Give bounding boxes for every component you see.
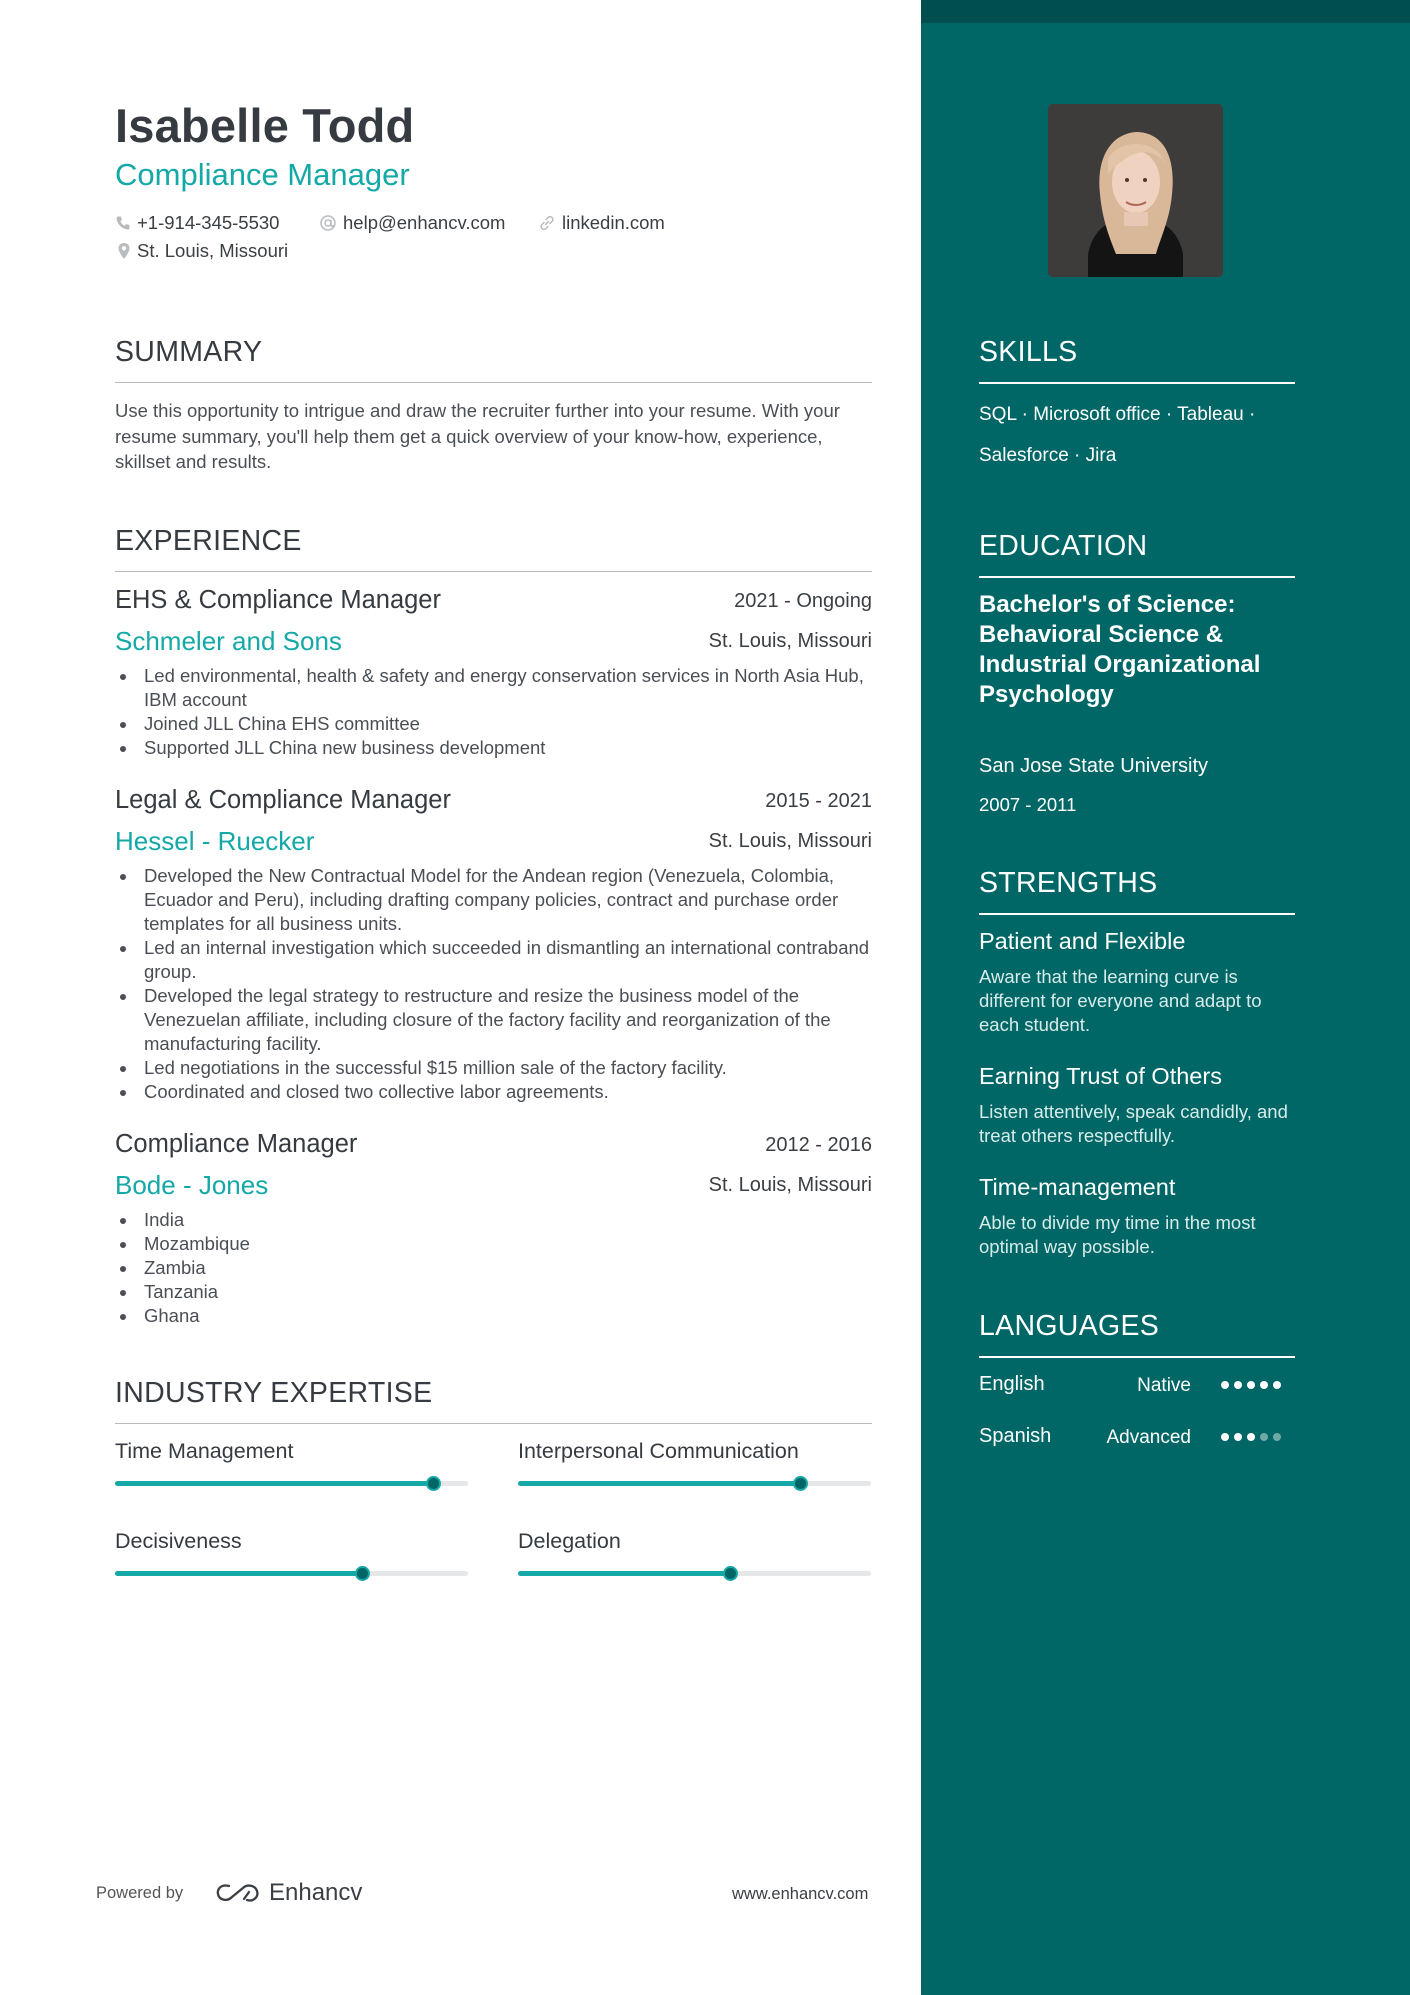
enhancv-brand-text: Enhancv bbox=[269, 1879, 363, 1906]
language-name: Spanish bbox=[979, 1425, 1052, 1447]
expertise-bar-knob bbox=[426, 1476, 441, 1491]
bullet-item: Ghana bbox=[115, 1304, 875, 1328]
job-company: Hessel - Ruecker bbox=[115, 826, 315, 856]
powered-by-label: Powered by bbox=[96, 1884, 184, 1902]
language-dots bbox=[1221, 1381, 1281, 1389]
language-level: Native bbox=[1137, 1375, 1191, 1396]
level-dot-filled bbox=[1247, 1433, 1255, 1441]
expertise-bar-knob bbox=[793, 1476, 808, 1491]
level-dot-filled bbox=[1234, 1381, 1242, 1389]
experience-divider bbox=[115, 571, 872, 572]
sidebar-top-bar bbox=[921, 0, 1410, 23]
level-dot-filled bbox=[1260, 1381, 1268, 1389]
phone-icon bbox=[115, 215, 131, 231]
job-company: Bode - Jones bbox=[115, 1170, 269, 1200]
link-text: linkedin.com bbox=[562, 212, 665, 233]
expertise-bar-fill bbox=[115, 1571, 362, 1576]
expertise-bar bbox=[518, 1571, 871, 1576]
job-role: Compliance Manager bbox=[115, 1130, 358, 1158]
candidate-name: Isabelle Todd bbox=[115, 99, 415, 152]
job-company: Schmeler and Sons bbox=[115, 626, 342, 656]
profile-photo bbox=[1048, 104, 1223, 277]
job-bullets bbox=[115, 864, 875, 1104]
summary-text: Use this opportunity to intrigue and draw the recruiter further into your resume. With your resume summary, you'll help them get a quick overview of your know-how, experience, skillset and results. bbox=[115, 400, 840, 472]
bullet-item: Mozambique bbox=[115, 1232, 875, 1256]
skills-heading: SKILLS bbox=[979, 336, 1078, 368]
candidate-title: Compliance Manager bbox=[115, 157, 410, 192]
education-school: San Jose State University bbox=[979, 755, 1208, 777]
sidebar bbox=[921, 0, 1410, 1995]
bullet-item: Led environmental, health & safety and energy conservation services in North Asia Hub, IBM account bbox=[115, 664, 875, 712]
bullet-item: Led negotiations in the successful $15 million sale of the factory facility. bbox=[115, 1056, 875, 1080]
education-heading: EDUCATION bbox=[979, 530, 1148, 562]
languages-divider bbox=[979, 1356, 1295, 1358]
job-dates: 2012 - 2016 bbox=[765, 1134, 872, 1156]
location-pin-icon bbox=[117, 242, 131, 260]
skills-divider bbox=[979, 382, 1295, 384]
expertise-divider bbox=[115, 1423, 872, 1424]
expertise-bar-fill bbox=[518, 1571, 730, 1576]
expertise-label: Decisiveness bbox=[115, 1529, 242, 1553]
enhancv-logo-icon bbox=[215, 1881, 261, 1905]
expertise-label: Delegation bbox=[518, 1529, 621, 1553]
job-location: St. Louis, Missouri bbox=[708, 1174, 872, 1196]
profile-photo-image bbox=[1048, 104, 1223, 277]
education-dates: 2007 - 2011 bbox=[979, 794, 1077, 815]
expertise-label: Time Management bbox=[115, 1439, 294, 1463]
job-location: St. Louis, Missouri bbox=[708, 630, 872, 652]
job-bullets bbox=[115, 1208, 875, 1328]
education-degree: Bachelor's of Science: Behavioral Science & Industrial Organizational Psychology bbox=[979, 591, 1261, 708]
strengths-divider bbox=[979, 913, 1295, 915]
job-role: EHS & Compliance Manager bbox=[115, 586, 441, 614]
expertise-bar-knob bbox=[723, 1566, 738, 1581]
expertise-label: Interpersonal Communication bbox=[518, 1439, 799, 1463]
phone-contact[interactable] bbox=[115, 212, 279, 234]
job-bullets bbox=[115, 664, 875, 760]
level-dot-filled bbox=[1234, 1433, 1242, 1441]
link-contact[interactable] bbox=[538, 212, 665, 234]
education-divider bbox=[979, 576, 1295, 578]
expertise-bar bbox=[115, 1481, 468, 1486]
experience-heading: EXPERIENCE bbox=[115, 525, 302, 557]
level-dot-filled bbox=[1273, 1381, 1281, 1389]
link-icon bbox=[538, 214, 556, 232]
expertise-bar-knob bbox=[355, 1566, 370, 1581]
strength-title: Time-management bbox=[979, 1174, 1176, 1200]
at-icon bbox=[319, 214, 337, 232]
language-name: English bbox=[979, 1373, 1045, 1395]
location-contact bbox=[117, 240, 288, 262]
bullet-item: Tanzania bbox=[115, 1280, 875, 1304]
bullet-item: Joined JLL China EHS committee bbox=[115, 712, 875, 736]
strength-description: Able to divide my time in the most optimal way possible. bbox=[979, 1212, 1256, 1257]
email-text: help@enhancv.com bbox=[343, 212, 506, 233]
expertise-bar bbox=[115, 1571, 468, 1576]
level-dot-empty bbox=[1273, 1433, 1281, 1441]
summary-heading: SUMMARY bbox=[115, 336, 263, 368]
bullet-item: Led an internal investigation which succeeded in dismantling an international contraband group. bbox=[115, 936, 875, 984]
bullet-item: Supported JLL China new business development bbox=[115, 736, 875, 760]
email-contact[interactable] bbox=[319, 212, 505, 234]
bullet-item: Coordinated and closed two collective labor agreements. bbox=[115, 1080, 875, 1104]
footer-url[interactable]: www.enhancv.com bbox=[732, 1885, 869, 1903]
expertise-bar-fill bbox=[115, 1481, 433, 1486]
strength-title: Patient and Flexible bbox=[979, 928, 1186, 954]
skills-list bbox=[979, 394, 1299, 476]
bullet-item: Zambia bbox=[115, 1256, 875, 1280]
job-dates: 2015 - 2021 bbox=[765, 790, 872, 812]
level-dot-filled bbox=[1221, 1381, 1229, 1389]
level-dot-empty bbox=[1260, 1433, 1268, 1441]
bullet-item: India bbox=[115, 1208, 875, 1232]
languages-heading: LANGUAGES bbox=[979, 1310, 1160, 1342]
enhancv-logo[interactable] bbox=[215, 1879, 362, 1907]
strength-description: Aware that the learning curve is different for everyone and adapt to each student. bbox=[979, 966, 1262, 1035]
strengths-heading: STRENGTHS bbox=[979, 867, 1158, 899]
job-dates: 2021 - Ongoing bbox=[734, 590, 872, 612]
expertise-heading: INDUSTRY EXPERTISE bbox=[115, 1377, 433, 1409]
job-location: St. Louis, Missouri bbox=[708, 830, 872, 852]
bullet-item: Developed the legal strategy to restructure and resize the business model of the Venezuelan affiliate, including closure of the factory facility and reorganization of the manufacturing facility. bbox=[115, 984, 875, 1056]
bullet-item: Developed the New Contractual Model for the Andean region (Venezuela, Colombia, Ecuador and Peru), including drafting company policies, contract and purchase order templates for all business units. bbox=[115, 864, 875, 936]
level-dot-filled bbox=[1221, 1433, 1229, 1441]
skills-line: SQL · Microsoft office · Tableau · bbox=[979, 404, 1256, 425]
strength-description: Listen attentively, speak candidly, and treat others respectfully. bbox=[979, 1101, 1288, 1146]
language-level: Advanced bbox=[1106, 1427, 1191, 1448]
expertise-bar-fill bbox=[518, 1481, 800, 1486]
job-role: Legal & Compliance Manager bbox=[115, 786, 451, 814]
summary-divider bbox=[115, 382, 872, 383]
expertise-bar bbox=[518, 1481, 871, 1486]
phone-text: +1-914-345-5530 bbox=[137, 212, 280, 233]
language-dots bbox=[1221, 1433, 1281, 1441]
location-text: St. Louis, Missouri bbox=[137, 240, 289, 261]
skills-line: Salesforce · Jira bbox=[979, 445, 1117, 466]
level-dot-filled bbox=[1247, 1381, 1255, 1389]
strength-title: Earning Trust of Others bbox=[979, 1063, 1222, 1089]
